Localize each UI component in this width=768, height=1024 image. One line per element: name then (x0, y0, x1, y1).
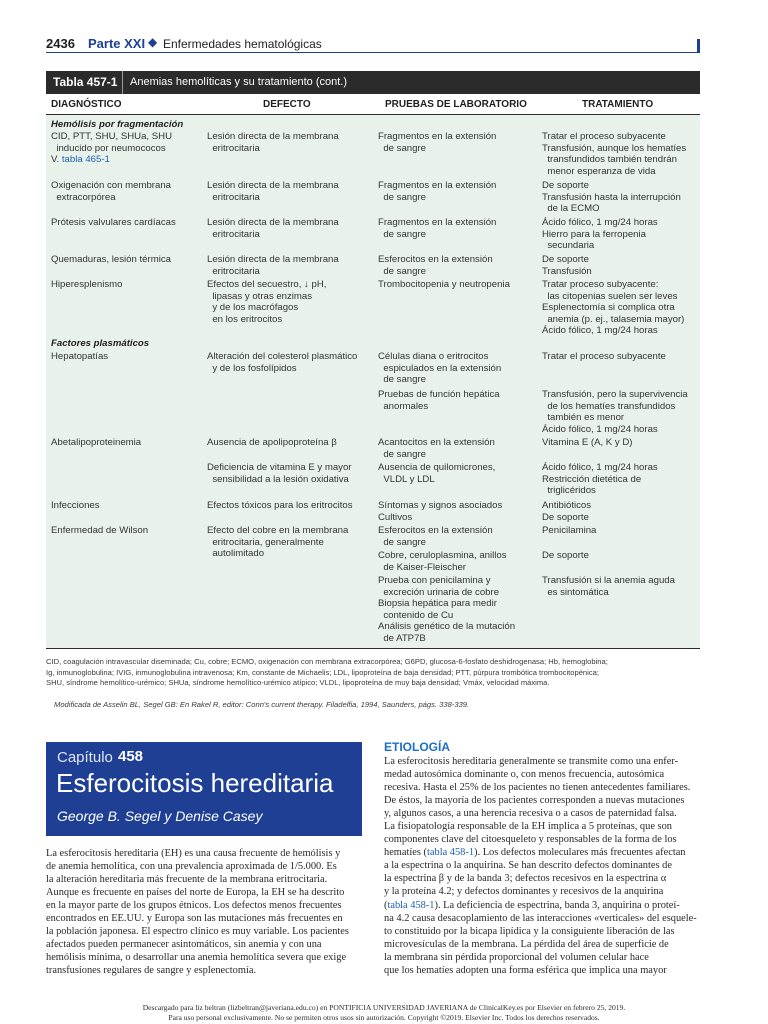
table-footnote (46, 657, 706, 689)
download-notice (0, 1003, 768, 1023)
table-cell-diagnosis: CID, PTT, SHU, SHUa, SHU inducido por neumococos (51, 131, 173, 154)
table-cell-lab: Prueba con penicilamina y excreción urinaria de cobre Biopsia hepática para medir contenido de Cu Análisis genético de la mutación de ATP7B (378, 575, 516, 644)
table-bottom-rule (46, 648, 700, 649)
see-prefix: V. (51, 154, 62, 165)
table-cell-defect: Lesión directa de la membrana eritrocitaria (207, 217, 339, 240)
chapter-label: Capítulo (57, 749, 113, 766)
text-line: que los hematíes adopten una forma esférica que implica una mayor (384, 964, 667, 976)
table-cell-lab: Esferocitos en la extensión de sangre (378, 254, 493, 277)
table-cell-lab: Acantocitos en la extensión de sangre (378, 437, 495, 460)
table-cell-treatment: Antibióticos De soporte (542, 500, 592, 523)
table-cell-diagnosis-ref (51, 154, 110, 166)
table-body (46, 115, 700, 648)
table-cell-treatment: Vitamina E (A, K y D) (542, 437, 633, 448)
table-cell-defect: Lesión directa de la membrana eritrocitaria (207, 254, 339, 277)
text-line: na 4.2 causa desacoplamiento de las interacciones «verticales» del esquele- (384, 912, 697, 924)
text-fragment: hematíes ( (384, 847, 427, 859)
text-fragment: ( (384, 899, 388, 911)
download-notice-line: Descargado para liz beltran (lizbeltran@javeriana.edu.co) en PONTIFICIA UNIVERSIDAD JAVERIANA de ClinicalKey.es por Elsevier en febrero 25, 2019. (142, 1003, 626, 1012)
column-header-treatment: TRATAMIENTO (582, 99, 654, 110)
footnote-line: CID, coagulación intravascular diseminada; Cu, cobre; ECMO, oxigenación con membrana extracorpórea; G6PD, glucosa-6-fosfato deshidrogenasa; Hb, hemoglobina; (46, 657, 608, 666)
table-cell-lab: Pruebas de función hepática anormales (378, 389, 500, 412)
table-subheading: Hemólisis por fragmentación (51, 119, 184, 130)
text-line: en la mayor parte de los grupos étnicos. Los defectos menos frecuentes (46, 900, 342, 912)
column-header-defect: DEFECTO (263, 99, 311, 110)
text-fragment: ). La deficiencia de espectrina, banda 3, anquirina o proteí- (434, 899, 680, 911)
text-line: la alteración hereditaria más frecuente de la membrana eritrocitaria. (46, 874, 328, 886)
text-line: hemólisis mínima, o desarrollar una anemia hemolítica severa que exige (46, 952, 347, 964)
table-cell-treatment: Tratar proceso subyacente: las citopenias suelen ser leves Esplenectomía si complica otra anemia (p. ej., talasemia mayor) Ácido fólico, 1 mg/24 horas (542, 279, 685, 337)
table-subheading: Factores plasmáticos (51, 338, 150, 349)
table-cell-diagnosis: Quemaduras, lesión térmica (51, 254, 171, 265)
table-title-bar (46, 71, 700, 94)
table-cell-defect: Alteración del colesterol plasmático y de los fosfolípidos (207, 351, 358, 374)
table-cell-lab: Fragmentos en la extensión de sangre (378, 217, 497, 240)
text-line: a la espectrina o la anquirina. Se han descrito defectos dominantes de (384, 860, 672, 872)
table-cell-lab: Células diana o eritrocitos espiculados en la extensión de sangre (378, 351, 502, 386)
table-label: Tabla 457-1 (53, 75, 118, 89)
table-cell-lab: Cobre, ceruloplasmina, anillos de Kaiser-Fleischer (378, 550, 507, 573)
table-cell-diagnosis: Infecciones (51, 500, 100, 511)
table-cell-defect: Efectos tóxicos para los eritrocitos (207, 500, 353, 511)
intro-paragraph (46, 847, 362, 977)
table-cell-treatment: Transfusión, pero la supervivencia de los hematíes transfundidos también es menor Ácido fólico, 1 mg/24 horas (542, 389, 688, 435)
table-cell-defect: Lesión directa de la membrana eritrocitaria (207, 131, 339, 154)
text-line: Aunque es frecuente en países del norte de Europa, la EH se ha descrito (46, 887, 345, 899)
text-line: La fisiopatología responsable de la EH implica a 5 proteínas, que son (384, 821, 672, 833)
table-cell-lab: Fragmentos en la extensión de sangre (378, 180, 497, 203)
table-cell-lab: Fragmentos en la extensión de sangre (378, 131, 497, 154)
text-line: to constituido por la bicapa lipídica y la consiguiente liberación de las (384, 925, 675, 937)
table-cell-defect: Efecto del cobre en la membrana eritrocitaria, generalmente autolimitado (207, 525, 349, 560)
page-number: 2436 (46, 36, 75, 51)
footnote-line: SHU, síndrome hemolítico-urémico; SHUa, síndrome hemolítico-urémico atípico; VLDL, lipoproteína de muy baja densidad; Vmáx, velocidad máxima. (46, 678, 550, 688)
text-line: de anemia hemolítica, con una prevalencia aproximada de 1/5.000. Es (46, 861, 337, 873)
column-header-lab: PRUEBAS DE LABORATORIO (385, 99, 527, 110)
chapter-number: 458 (118, 748, 144, 765)
table-cell-diagnosis: Abetalipoproteinemia (51, 437, 142, 448)
table-cell-diagnosis: Enfermedad de Wilson (51, 525, 149, 536)
header-tick (697, 39, 700, 53)
table-cell-lab: Ausencia de quilomicrones, VLDL y LDL (378, 462, 496, 485)
text-line: recesiva. Hasta el 25% de los pacientes no tienen antecedentes familiares. (384, 782, 691, 794)
chapter-title-box (46, 742, 362, 836)
table-reference-link[interactable]: tabla 458-1 (387, 899, 435, 911)
table-title-divider (122, 71, 123, 94)
text-line: microvesículas de la membrana. La pérdida del área de superficie de (384, 938, 669, 950)
etiology-heading: ETIOLOGÍA (384, 740, 450, 754)
table-cell-defect: Lesión directa de la membrana eritrocitaria (207, 180, 339, 203)
chapter-title: Esferocitosis hereditaria (56, 768, 334, 798)
table-cell-treatment: De soporte Transfusión hasta la interrupción de la ECMO (542, 180, 681, 215)
text-line (384, 846, 700, 859)
table-cell-treatment: De soporte Transfusión (542, 254, 592, 277)
section-title: Enfermedades hematológicas (163, 37, 322, 51)
table-cell-lab: Trombocitopenia y neutropenia (378, 279, 510, 290)
text-line: encontrados en EE.UU. y Europa son las mutaciones más frecuentes en (46, 913, 343, 925)
part-label: Parte XXI (88, 36, 146, 51)
table-cell-defect: Ausencia de apolipoproteína β (207, 437, 337, 448)
table-cell-diagnosis: Prótesis valvulares cardíacas (51, 217, 176, 228)
chapter-authors: George B. Segel y Denise Casey (57, 808, 263, 824)
table-cell-lab: Síntomas y signos asociados Cultivos (378, 500, 503, 523)
table-cell-defect: Efectos del secuestro, ↓ pH, lipasas y otras enzimas y de los macrófagos en los eritrocitos (207, 279, 327, 325)
text-line: la espectrina β y de la banda 3; defectos recesivos en la espectrina α (384, 873, 667, 885)
footnote-line: Ig, inmunoglobulina; IVIG, inmunoglobulina intravenosa; Km, constante de Michaelis; LDL, lipoproteína de baja densidad; PTT, púrpura trombótica trombocitopénica; (46, 667, 599, 677)
text-line: y la proteína 4.2; y defectos dominantes y recesivos de la anquirina (384, 886, 664, 898)
table-cell-treatment: Transfusión si la anemia aguda es sintomática (542, 575, 675, 598)
text-line: componentes clave del citoesqueleto y responsables de la forma de los (384, 834, 677, 846)
table-cell-treatment: Penicilamina (542, 525, 597, 536)
text-line: La esferocitosis hereditaria (EH) es una causa frecuente de hemólisis y (46, 848, 341, 859)
table-cell-lab: Esferocitos en la extensión de sangre (378, 525, 493, 548)
text-line: la membrana sin pérdida proporcional del volumen celular hace (384, 951, 649, 963)
download-notice-line: Para uso personal exclusivamente. No se permiten otros usos sin autorización. Copyright ©2019. Elsevier Inc. Todos los derechos reservados. (168, 1013, 600, 1022)
table-source: Modificada de Asselin BL, Segel GB: En Rakel R, editor: Conn's current therapy. Filadelfia, 1994, Saunders, págs. 338-339. (54, 700, 470, 709)
text-line: la población japonesa. El espectro clínico es muy variable. Los pacientes (46, 926, 349, 938)
text-line: La esferocitosis hereditaria generalmente se transmite como una enfer- (384, 756, 679, 767)
etiology-paragraph (384, 755, 700, 977)
table-header-row (46, 94, 700, 115)
table-reference-link[interactable]: tabla 458-1 (427, 847, 475, 859)
table-cell-treatment: Ácido fólico, 1 mg/24 horas Hierro para la ferropenia secundaria (542, 217, 658, 252)
table-cell-diagnosis: Hiperesplenismo (51, 279, 123, 290)
table-cell-diagnosis: Oxigenación con membrana extracorpórea (51, 180, 171, 203)
text-fragment: ). Los defectos moleculares más frecuentes afectan (474, 847, 686, 859)
text-line: y, algunos casos, a una herencia recesiva o a casos de paternidad falsa. (384, 808, 677, 820)
table-cell-diagnosis: Hepatopatías (51, 351, 109, 362)
table-cell-treatment: Tratar el proceso subyacente Transfusión, aunque los hematíes transfundidos también tendrán menor esperanza de vida (542, 131, 687, 177)
table-reference-link[interactable]: tabla 465-1 (61, 154, 110, 165)
table-cell-treatment: Ácido fólico, 1 mg/24 horas Restricción dietética de triglicéridos (542, 462, 658, 497)
text-line: transfusiones regulares de sangre y esplenectomía. (46, 965, 257, 977)
text-line: medad autosómica dominante o, con menos frecuencia, autosómica (384, 769, 665, 781)
text-line: De éstos, la mayoría de los pacientes corresponden a nuevas mutaciones (384, 795, 685, 807)
header-rule (46, 52, 700, 53)
text-line (384, 899, 700, 912)
table-caption: Anemias hemolíticas y su tratamiento (cont.) (130, 76, 348, 88)
table-cell-treatment: Tratar el proceso subyacente (542, 351, 666, 362)
table-cell-defect: Deficiencia de vitamina E y mayor sensibilidad a la lesión oxidativa (207, 462, 352, 485)
column-header-diagnosis: DIAGNÓSTICO (51, 99, 122, 110)
text-line: afectados pueden permanecer asintomáticos, sin anemia y con una (46, 939, 322, 951)
diamond-bullet-icon: ◆ (148, 35, 158, 49)
table-cell-treatment: De soporte (542, 550, 589, 561)
